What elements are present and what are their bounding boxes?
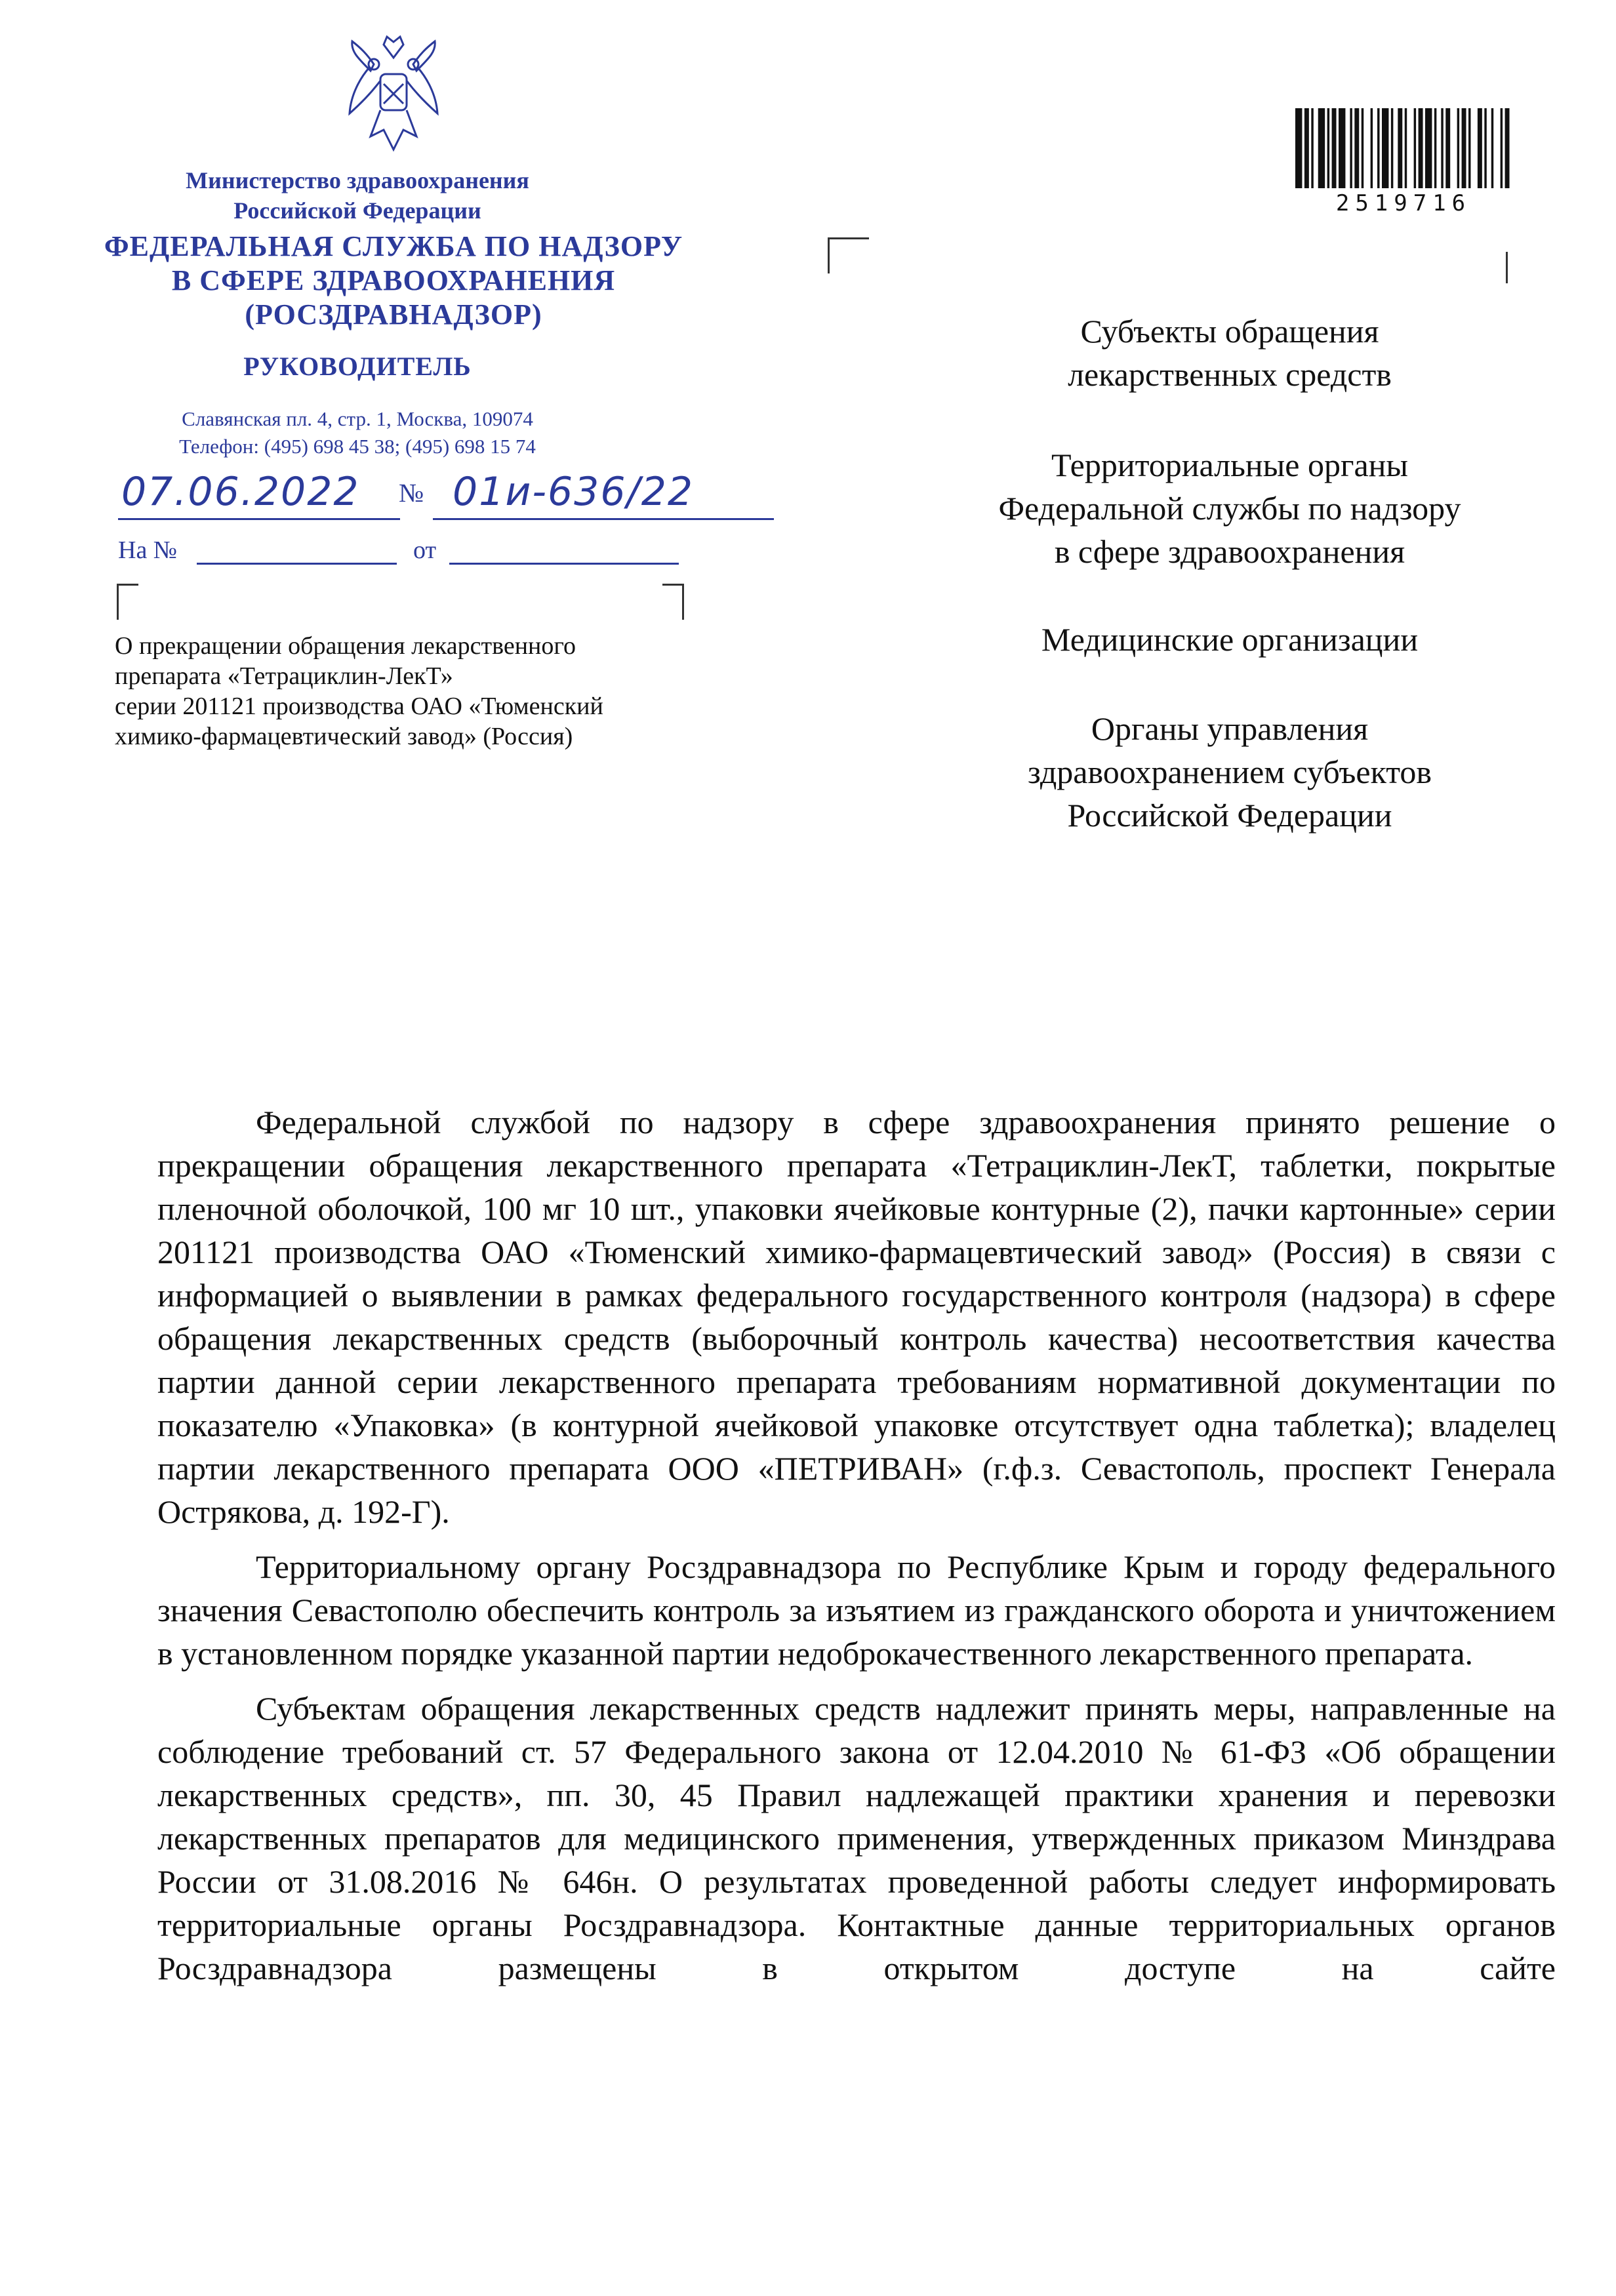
addressee-1-line-1: Субъекты обращения <box>1080 313 1379 350</box>
number-label: № <box>399 478 424 508</box>
subject-line-3: серии 201121 производства ОАО «Тюменский <box>115 693 603 720</box>
na-number-label: На № <box>118 536 178 564</box>
ministry-name <box>118 165 597 226</box>
head-title: РУКОВОДИТЕЛЬ <box>243 352 472 381</box>
subject-line-2: препарата «Тетрациклин-ЛекТ» <box>115 662 453 690</box>
body-paragraph-3: Субъектам обращения лекарственных средств надлежит принять меры, направленные на соблюдение требований ст. 57 Федерального закона от 12.04.2010 № 61-ФЗ «Об обращении лекарственных средств», пп. 30, 45 Правил надлежащей практики хранения и перевозки лекарственных препаратов для медицинского применения, утвержденных приказом Минздрава России от 31.08.2016 № 646н. О результатах проведенной работы следует информировать территориальные органы Росздравнадзора. Контактные данные территориальных органов Росздравнадзора размещены в открытом доступе на сайте <box>157 1690 1556 1986</box>
addressee-4-line-2: здравоохранением субъектов <box>1027 754 1432 790</box>
barcode-number: 2519716 <box>1335 190 1472 216</box>
subject-line-4: химико-фармацевтический завод» (Россия) <box>115 723 573 750</box>
subject-corner-left <box>117 584 138 620</box>
date-underline <box>118 518 400 520</box>
ministry-line-2: Российской Федерации <box>233 197 481 224</box>
subject-corner-right <box>662 584 684 620</box>
addressee-1-line-2: лекарственных средств <box>1068 356 1392 393</box>
postal-address: Славянская пл. 4, стр. 1, Москва, 109074 <box>182 407 533 430</box>
addressee-2-line-1: Территориальные органы <box>1051 447 1409 483</box>
addressee-1 <box>885 310 1574 396</box>
document-number: 01и-636/22 <box>453 469 695 515</box>
phone-numbers: Телефон: (495) 698 45 38; (495) 698 15 74 <box>179 435 536 458</box>
addressee-2-line-3: в сфере здравоохранения <box>1054 533 1405 570</box>
double-headed-eagle-emblem-icon <box>344 31 443 153</box>
addressee-4 <box>885 707 1574 837</box>
subject-block <box>115 631 731 752</box>
addressee-4-line-1: Органы управления <box>1091 710 1369 747</box>
addressee-2-line-2: Федеральной службы по надзору <box>998 490 1461 527</box>
subject-line-1: О прекращении обращения лекарственного <box>115 632 576 660</box>
body-paragraph-2: Территориальному органу Росздравнадзора по Республике Крым и городу федерального значения Севастополю обеспечить контроль за изъятием из гражданского оборота и уничтожением в установленном порядке указанной партии недоброкачественного лекарственного препарата. <box>157 1548 1556 1672</box>
ot-date-line <box>449 563 679 565</box>
ot-date-label: от <box>413 536 437 564</box>
ministry-line-1: Министерство здравоохранения <box>186 167 529 193</box>
addressee-corner-right <box>1506 252 1508 283</box>
document-date: 07.06.2022 <box>121 469 360 515</box>
letter-body <box>157 1100 1556 1990</box>
addressee-4-line-3: Российской Федерации <box>1067 797 1392 834</box>
number-underline <box>433 518 774 520</box>
contact-block <box>118 405 597 460</box>
na-number-line <box>197 563 397 565</box>
service-line-3: (РОСЗДРАВНАДЗОР) <box>245 298 542 331</box>
service-line-2: В СФЕРЕ ЗДРАВООХРАНЕНИЯ <box>171 264 616 296</box>
barcode-icon <box>1295 108 1512 188</box>
addressee-3-line-1: Медицинские организации <box>1041 621 1419 658</box>
addressee-corner-left <box>828 237 869 273</box>
body-paragraph-1: Федеральной службой по надзору в сфере здравоохранения принято решение о прекращении обращения лекарственного препарата «Тетрациклин-ЛекТ, таблетки, покрытые пленочной оболочкой, 100 мг 10 шт., упаковки ячейковые контурные (2), пачки картонные» серии 201121 производства ОАО «Тюменский химико-фармацевтический завод» (Россия) в связи с информацией о выявлении в рамках федерального государственного контроля (надзора) в сфере обращения лекарственных средств (выборочный контроль качества) несоответствия качества партии данной серии лекарственного препарата требованиям нормативной документации по показателю «Упаковка» (в контурной ячейковой упаковке отсутствует одна таблетка); владелец партии лекарственного препарата ООО «ПЕТРИВАН» (г.ф.з. Севастополь, проспект Генерала Острякова, д. 192-Г). <box>157 1104 1556 1530</box>
service-line-1: ФЕДЕРАЛЬНАЯ СЛУЖБА ПО НАДЗОРУ <box>104 230 683 262</box>
service-name <box>98 230 689 332</box>
addressee-2 <box>885 443 1574 573</box>
addressee-3 <box>885 618 1574 661</box>
